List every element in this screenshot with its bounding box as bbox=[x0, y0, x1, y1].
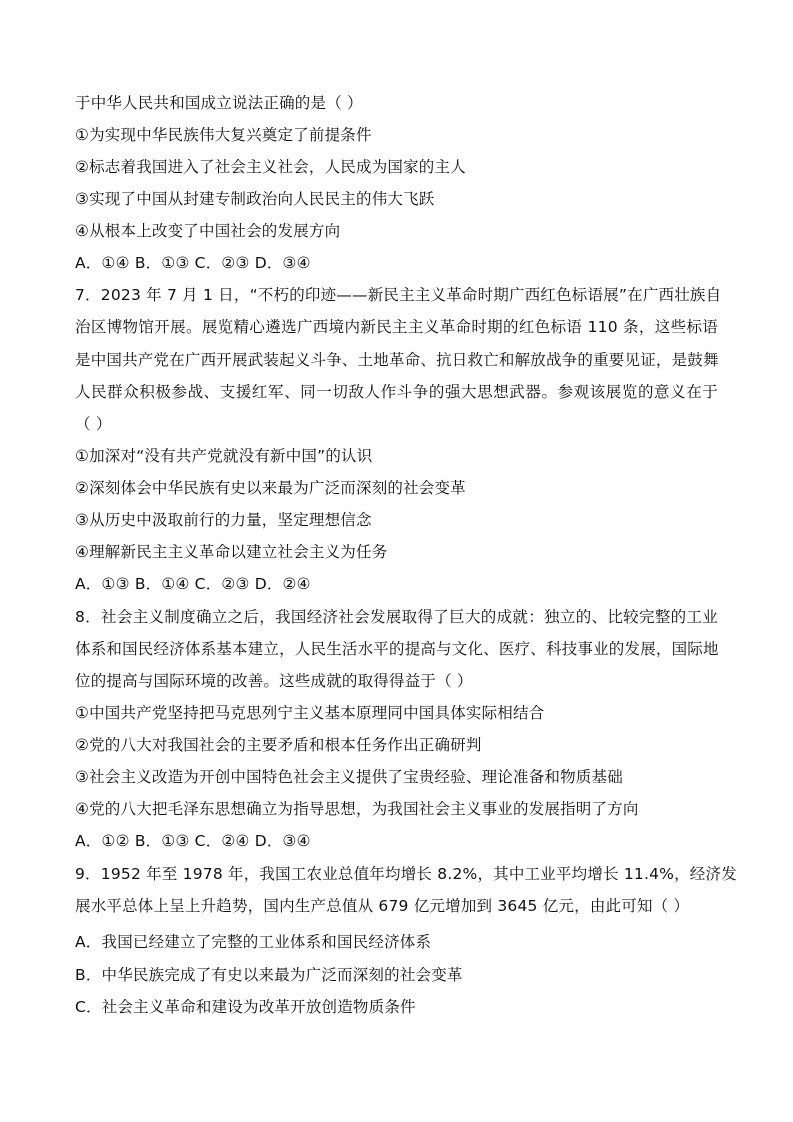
q6-options: A．①④ B．①③ C．②③ D．③④ bbox=[75, 254, 311, 272]
q7-statement-3: ③从历史中汲取前行的力量，坚定理想信念 bbox=[75, 511, 372, 529]
q6-statement-4: ④从根本上改变了中国社会的发展方向 bbox=[75, 222, 341, 240]
q8-options: A．①② B．①③ C．②④ D．③④ bbox=[75, 832, 311, 850]
q6-statement-3: ③实现了中国从封建专制政治向人民民主的伟大飞跃 bbox=[75, 190, 435, 208]
q9-stem-line-1: 9．1952 年至 1978 年，我国工农业总值年均增长 8.2%，其中工业平均增长 11.4%，经济发 bbox=[75, 865, 737, 883]
q8-stem-line-1: 8．社会主义制度确立之后，我国经济社会发展取得了巨大的成就：独立的、比较完整的工业 bbox=[75, 608, 718, 626]
q7-stem-line-4: 人民群众积极参战、支援红军、同一切敌人作斗争的强大思想武器。参观该展览的意义在于 bbox=[75, 383, 718, 401]
q7-statement-2: ②深刻体会中华民族有史以来最为广泛而深刻的社会变革 bbox=[75, 479, 466, 497]
q9-option-c: C．社会主义革命和建设为改革开放创造物质条件 bbox=[75, 998, 416, 1016]
q7-statement-4: ④理解新民主主义革命以建立社会主义为任务 bbox=[75, 543, 388, 561]
q9-stem-line-2: 展水平总体上呈上升趋势，国内生产总值从 679 亿元增加到 3645 亿元，由此可知（ ） bbox=[75, 897, 690, 915]
q9-option-b: B．中华民族完成了有史以来最为广泛而深刻的社会变革 bbox=[75, 966, 463, 984]
q9-option-a: A．我国已经建立了完整的工业体系和国民经济体系 bbox=[75, 933, 432, 951]
q8-stem-line-3: 位的提高与国际环境的改善。这些成就的取得得益于（ ） bbox=[75, 672, 473, 690]
q8-stem-line-2: 体系和国民经济体系基本建立，人民生活水平的提高与文化、医疗、科技事业的发展，国际地 bbox=[75, 640, 719, 658]
q7-stem-line-3: 是中国共产党在广西开展武装起义斗争、土地革命、抗日救亡和解放战争的重要见证，是鼓舞 bbox=[75, 351, 719, 369]
q7-options: A．①③ B．①④ C．②③ D．②④ bbox=[75, 575, 311, 593]
q6-stem-continuation: 于中华人民共和国成立说法正确的是（ ） bbox=[75, 94, 363, 112]
q7-stem-line-1: 7．2023 年 7 月 1 日，“不朽的印迹——新民主主义革命时期广西红色标语展”在广西壮族自 bbox=[75, 286, 722, 304]
q7-stem-line-2: 治区博物馆开展。展览精心遴选广西境内新民主主义革命时期的红色标语 110 条，这些标语 bbox=[75, 318, 718, 336]
q7-answer-blank: （ ） bbox=[75, 415, 112, 433]
q7-statement-1: ①加深对“没有共产党就没有新中国”的认识 bbox=[75, 447, 373, 465]
q8-statement-4: ④党的八大把毛泽东思想确立为指导思想，为我国社会主义事业的发展指明了方向 bbox=[75, 800, 639, 818]
q8-statement-3: ③社会主义改造为开创中国特色社会主义提供了宝贵经验、理论准备和物质基础 bbox=[75, 768, 623, 786]
q8-statement-1: ①中国共产党坚持把马克思列宁主义基本原理同中国具体实际相结合 bbox=[75, 704, 545, 722]
q6-statement-2: ②标志着我国进入了社会主义社会，人民成为国家的主人 bbox=[75, 158, 466, 176]
q6-statement-1: ①为实现中华民族伟大复兴奠定了前提条件 bbox=[75, 126, 372, 144]
q8-statement-2: ②党的八大对我国社会的主要矛盾和根本任务作出正确研判 bbox=[75, 736, 482, 754]
